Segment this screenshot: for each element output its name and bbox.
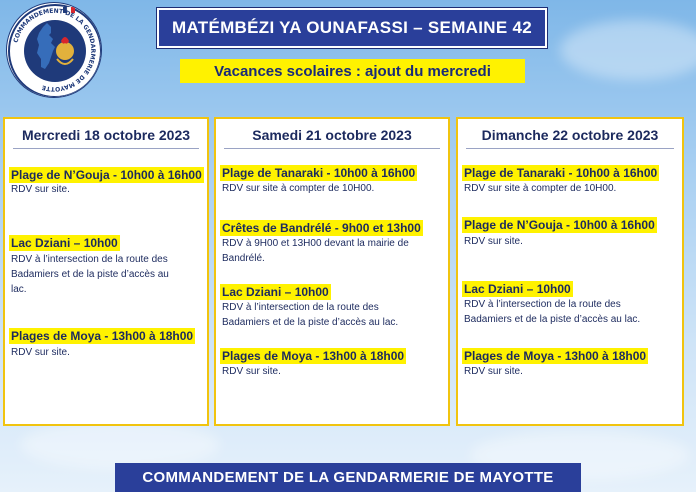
divider — [224, 148, 440, 149]
activity-description — [222, 181, 442, 196]
activity-description — [464, 181, 676, 196]
description-line: Bandrélé. — [222, 253, 265, 264]
description-line: RDV sur site. — [11, 184, 70, 195]
activity-title: Lac Dziani – 10h00 — [11, 236, 118, 250]
description-line: RDV à 9H00 et 13H00 devant la mairie de — [222, 238, 409, 249]
svg-text:COMMANDEMENT DE LA GENDARMERIE — [13, 8, 97, 93]
description-line: RDV sur site. — [464, 236, 523, 247]
day-title: Mercredi 18 octobre 2023 — [21, 127, 191, 143]
cloud-decoration — [560, 20, 696, 80]
description-line: RDV sur site à compter de 10H00. — [222, 183, 375, 194]
activity-title: Lac Dziani – 10h00 — [222, 285, 329, 299]
description-line: RDV sur site à compter de 10H00. — [464, 183, 617, 194]
activity-title: Plage de N’Gouja - 10h00 à 16h00 — [11, 168, 202, 182]
activity-title: Plage de Tanaraki - 10h00 à 16h00 — [222, 166, 416, 180]
activity-description — [11, 345, 201, 360]
activity-description — [222, 364, 442, 379]
divider — [466, 148, 674, 149]
day-title: Samedi 21 octobre 2023 — [252, 127, 412, 143]
logo-ring-text: COMMANDEMENT DE LA GENDARMERIE DE MAYOTTE — [12, 7, 97, 93]
page-subtitle: Vacances scolaires : ajout du mercredi — [214, 62, 491, 80]
footer-text: COMMANDEMENT DE LA GENDARMERIE DE MAYOTTE — [142, 469, 554, 486]
day-card-dimanche — [456, 117, 684, 426]
description-line: RDV à l’intersection de la route des — [464, 299, 621, 310]
page-title: MATÉMBÉZI YA OUNAFASSI – SEMAINE 42 — [171, 18, 532, 37]
divider — [13, 148, 199, 149]
activity-description — [11, 252, 201, 297]
activity-title: Plages de Moya - 13h00 à 18h00 — [11, 329, 194, 343]
description-line: Badamiers et de la piste d’accès au — [11, 269, 169, 280]
activity-description — [11, 182, 201, 197]
activity-title: Plages de Moya - 13h00 à 18h00 — [222, 349, 405, 363]
description-line: lac. — [11, 284, 27, 295]
activity-title: Plage de Tanaraki - 10h00 à 16h00 — [464, 166, 658, 180]
activity-description — [464, 297, 676, 327]
description-line: RDV à l’intersection de la route des — [11, 254, 168, 265]
subtitle-banner — [180, 59, 525, 83]
activity-description — [464, 364, 676, 379]
activity-title: Plages de Moya - 13h00 à 18h00 — [464, 349, 647, 363]
activity-title: Lac Dziani – 10h00 — [464, 282, 571, 296]
activity-description — [222, 236, 442, 266]
description-line: Badamiers et de la piste d’accès au lac. — [222, 317, 399, 328]
description-line: Badamiers et de la piste d’accès au lac. — [464, 314, 641, 325]
activity-title: Crêtes de Bandrélé - 9h00 et 13h00 — [222, 221, 421, 235]
activity-description — [222, 300, 442, 330]
description-line: RDV sur site. — [464, 366, 523, 377]
day-title: Dimanche 22 octobre 2023 — [481, 127, 659, 143]
description-line: RDV sur site. — [222, 366, 281, 377]
day-card-samedi — [214, 117, 450, 426]
description-line: RDV sur site. — [11, 347, 70, 358]
description-line: RDV à l’intersection de la route des — [222, 302, 379, 313]
day-card-mercredi — [3, 117, 209, 426]
page-title-banner — [157, 8, 547, 48]
gendarmerie-logo — [6, 2, 102, 98]
activity-title: Plage de N’Gouja - 10h00 à 16h00 — [464, 218, 655, 232]
activity-description — [464, 234, 676, 249]
footer-banner — [115, 463, 581, 492]
